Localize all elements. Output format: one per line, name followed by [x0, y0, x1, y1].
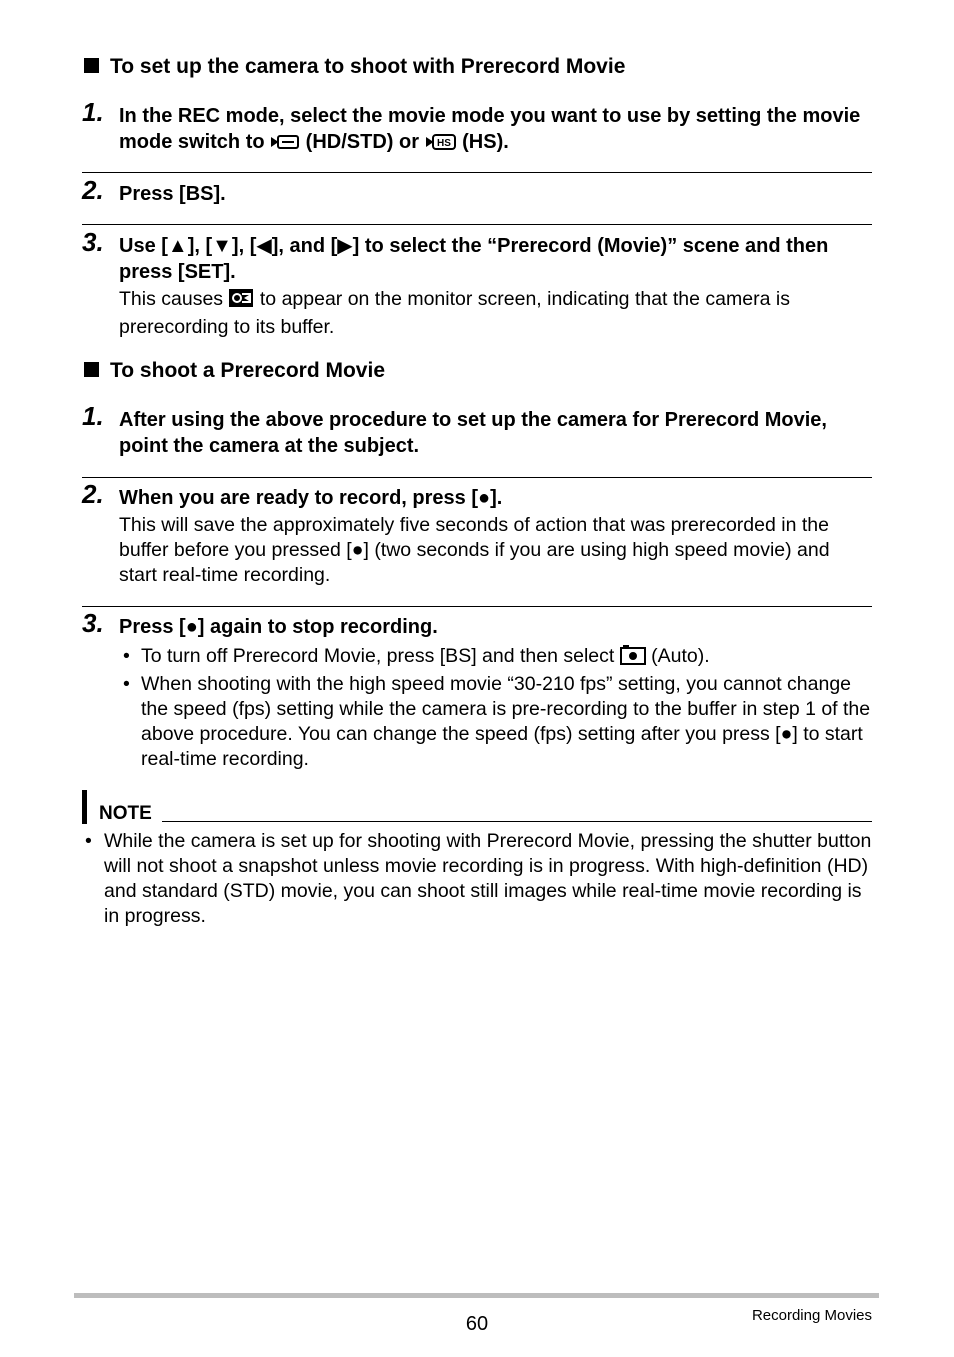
auto-camera-icon [620, 645, 646, 672]
list-item: • While the camera is set up for shooting with Prerecord Movie, pressing the shutter button will not shoot a snapshot unless movie recording is in progress. With high-definition (HD) and standard (STD) movie, you can shoot still images while real-time movie recording is in progress. [85, 830, 872, 927]
note-rule [162, 821, 872, 822]
step-number: 3. [82, 608, 104, 638]
step-number: 1. [82, 97, 104, 127]
bullet-dot: • [123, 673, 130, 695]
bullet-dot: • [85, 830, 92, 852]
step-number: 1. [82, 401, 104, 431]
divider [82, 477, 872, 478]
step-title: When you are ready to record, press [●]. [119, 487, 503, 509]
shoot-step-3 [82, 608, 872, 772]
step-number: 2. [82, 175, 104, 205]
note-label: NOTE [99, 803, 152, 824]
setup-step-2 [82, 175, 872, 207]
note-bar [82, 790, 87, 824]
shoot-step-1 [82, 401, 872, 459]
step-title: Press [BS]. [119, 183, 226, 205]
step-title: In the REC mode, select the movie mode you want to use by setting the movie mode switch to (HD/STD) or HS (HS). [119, 103, 872, 158]
square-bullet-icon [84, 362, 99, 377]
step-title: Press [●] again to stop recording. [119, 616, 438, 638]
step-title: Use [▲], [▼], [◀], and [▶] to select the “Prerecord (Movie)” scene and then press [SET]. [119, 235, 829, 283]
list-item: • When shooting with the high speed movie “30-210 fps” setting, you cannot change the speed (fps) setting while the camera is pre-recording to the buffer in step 1 of the above procedure. You can change the speed (fps) setting after you press [●] to start real-time recording. [123, 673, 871, 770]
note-header [82, 790, 872, 826]
step-title: After using the above procedure to set up the camera for Prerecord Movie, point the camera at the subject. [119, 409, 827, 457]
hs-badge-text: HS [436, 138, 451, 149]
setup-step-3 [82, 227, 872, 340]
movie-hs-icon [425, 132, 457, 158]
prerecord-icon [228, 288, 254, 315]
section-heading-setup: To set up the camera to shoot with Prerecord Movie [84, 54, 625, 80]
divider [82, 172, 872, 173]
step-number: 3. [82, 227, 104, 257]
step-number: 2. [82, 479, 104, 509]
shoot-step-2 [82, 479, 872, 588]
square-bullet-icon [84, 58, 99, 73]
section-heading-shoot: To shoot a Prerecord Movie [84, 358, 385, 384]
step-bullets [119, 644, 872, 772]
divider [82, 606, 872, 607]
page-number: 60 [465, 1313, 489, 1335]
divider [82, 224, 872, 225]
list-item: • To turn off Prerecord Movie, press [BS] and then select (Auto). [119, 644, 872, 672]
note-list [84, 829, 872, 929]
footer-section-title: Recording Movies [751, 1307, 872, 1324]
footer-rule [74, 1293, 879, 1298]
step-body: This will save the approximately five seconds of action that was prerecorded in the buffer before you pressed [●] (two seconds if you are using high speed movie) and start real-time recording. [119, 514, 830, 586]
movie-hd-std-icon [270, 132, 300, 158]
bullet-dot: • [123, 645, 130, 667]
setup-step-1 [82, 97, 872, 158]
step-body: This causes to appear on the monitor screen, indicating that the camera is prerecording to its buffer. [119, 288, 790, 338]
